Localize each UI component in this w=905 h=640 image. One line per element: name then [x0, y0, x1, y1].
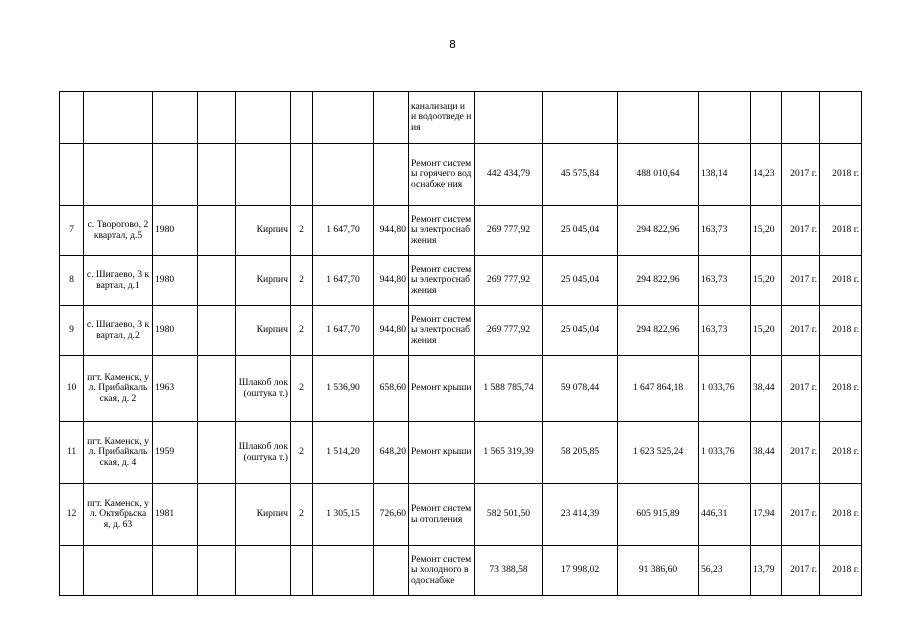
cell-floors [291, 144, 313, 206]
cell-floors: 2 [291, 422, 313, 484]
cell-year: 1981 [153, 484, 198, 546]
cell-cost: 1 565 319,39 [475, 422, 543, 484]
cell-c12: 163,73 [699, 256, 751, 306]
cell-c3 [198, 256, 236, 306]
cell-c3 [198, 356, 236, 422]
cell-no: 9 [60, 306, 84, 356]
cell-c3 [198, 306, 236, 356]
table-row [60, 546, 862, 596]
cell-cost: 269 777,92 [475, 256, 543, 306]
cell-end: 2018 г. [820, 546, 862, 596]
cell-c13: 13,79 [751, 546, 782, 596]
cell-work: Ремонт крыши [409, 422, 475, 484]
cell-area-living: 944,80 [374, 306, 409, 356]
page-number: 8 [449, 38, 456, 51]
cell-c12 [699, 92, 751, 144]
cell-c3 [198, 484, 236, 546]
cell-address: с. Творогово, 2 квартал, д.5 [84, 206, 153, 256]
cell-floors: 2 [291, 356, 313, 422]
cell-start: 2017 г. [782, 256, 820, 306]
cell-material: Кирпич [236, 206, 291, 256]
cell-area-living [374, 92, 409, 144]
cell-year: 1963 [153, 356, 198, 422]
cell-c10: 25 045,04 [543, 206, 618, 256]
cell-area-living: 648,20 [374, 422, 409, 484]
cell-area-living [374, 144, 409, 206]
cell-no [60, 144, 84, 206]
cell-c13: 15,20 [751, 206, 782, 256]
cell-c13: 38,44 [751, 422, 782, 484]
cell-area-living [374, 546, 409, 596]
cell-year [153, 92, 198, 144]
cell-no [60, 92, 84, 144]
cell-area-total [313, 546, 374, 596]
cell-material: Шлакоб лок (оштука т.) [236, 422, 291, 484]
cell-start: 2017 г. [782, 546, 820, 596]
cell-cost: 269 777,92 [475, 206, 543, 256]
cell-end [820, 92, 862, 144]
cell-address: пгт. Каменск, ул. Прибайкаль ская, д. 2 [84, 356, 153, 422]
cell-c10: 25 045,04 [543, 256, 618, 306]
cell-c11: 488 010,64 [618, 144, 699, 206]
cell-area-total: 1 647,70 [313, 206, 374, 256]
cell-c3 [198, 206, 236, 256]
cell-no [60, 546, 84, 596]
cell-address: пгт. Каменск, ул. Октябрьска я, д. 63 [84, 484, 153, 546]
cell-work: Ремонт системы отопления [409, 484, 475, 546]
cell-c11: 91 386,60 [618, 546, 699, 596]
cell-address [84, 92, 153, 144]
cell-cost: 442 434,79 [475, 144, 543, 206]
table-row [60, 256, 862, 306]
cell-start: 2017 г. [782, 206, 820, 256]
cell-c10: 58 205,85 [543, 422, 618, 484]
cell-start: 2017 г. [782, 356, 820, 422]
cell-end: 2018 г. [820, 306, 862, 356]
cell-c12: 138,14 [699, 144, 751, 206]
table-row [60, 422, 862, 484]
cell-end: 2018 г. [820, 144, 862, 206]
cell-no: 8 [60, 256, 84, 306]
cell-area-living: 944,80 [374, 206, 409, 256]
cell-material [236, 144, 291, 206]
cell-cost: 73 388,58 [475, 546, 543, 596]
cell-floors: 2 [291, 306, 313, 356]
cell-area-total [313, 92, 374, 144]
cell-c12: 163,73 [699, 206, 751, 256]
table-row [60, 206, 862, 256]
cell-address [84, 546, 153, 596]
cell-c10 [543, 92, 618, 144]
table-row [60, 306, 862, 356]
cell-c11: 605 915,89 [618, 484, 699, 546]
cell-address: пгт. Каменск, ул. Прибайкаль ская, д. 4 [84, 422, 153, 484]
cell-area-total: 1 514,20 [313, 422, 374, 484]
cell-c12: 163,73 [699, 306, 751, 356]
cell-no: 12 [60, 484, 84, 546]
cell-c10: 45 575,84 [543, 144, 618, 206]
cell-c12: 1 033,76 [699, 422, 751, 484]
cell-c3 [198, 546, 236, 596]
cell-c11 [618, 92, 699, 144]
table-row [60, 484, 862, 546]
cell-c11: 294 822,96 [618, 256, 699, 306]
cell-work: канализаци и и водоотведе ния [409, 92, 475, 144]
cell-c13: 15,20 [751, 256, 782, 306]
cell-material: Кирпич [236, 306, 291, 356]
cell-year: 1980 [153, 306, 198, 356]
cell-cost: 1 588 785,74 [475, 356, 543, 422]
cell-no: 10 [60, 356, 84, 422]
cell-c3 [198, 144, 236, 206]
cell-c11: 1 623 525,24 [618, 422, 699, 484]
cell-area-total: 1 536,90 [313, 356, 374, 422]
table-row [60, 144, 862, 206]
cell-year: 1980 [153, 206, 198, 256]
cell-area-living: 726,60 [374, 484, 409, 546]
cell-c13: 15,20 [751, 306, 782, 356]
cell-end: 2018 г. [820, 256, 862, 306]
cell-work: Ремонт крыши [409, 356, 475, 422]
cell-end: 2018 г. [820, 422, 862, 484]
cell-floors [291, 92, 313, 144]
cell-no: 11 [60, 422, 84, 484]
cell-floors [291, 546, 313, 596]
cell-floors: 2 [291, 256, 313, 306]
cell-area-total: 1 647,70 [313, 256, 374, 306]
cell-area-total: 1 647,70 [313, 306, 374, 356]
cell-work: Ремонт системы электроснаб жения [409, 306, 475, 356]
cell-material: Шлакоб лок (оштука т.) [236, 356, 291, 422]
cell-material [236, 546, 291, 596]
cell-area-living: 658,60 [374, 356, 409, 422]
cell-c10: 23 414,39 [543, 484, 618, 546]
cell-c12: 446,31 [699, 484, 751, 546]
cell-end: 2018 г. [820, 484, 862, 546]
cell-material: Кирпич [236, 484, 291, 546]
cell-start: 2017 г. [782, 144, 820, 206]
cell-cost [475, 92, 543, 144]
cell-start: 2017 г. [782, 422, 820, 484]
cell-c3 [198, 422, 236, 484]
cell-c13: 38,44 [751, 356, 782, 422]
cell-address: с. Шигаево, 3 квартал, д.2 [84, 306, 153, 356]
cell-year [153, 546, 198, 596]
cell-material [236, 92, 291, 144]
cell-c11: 294 822,96 [618, 306, 699, 356]
cell-area-living: 944,80 [374, 256, 409, 306]
cell-cost: 582 501,50 [475, 484, 543, 546]
cell-c13: 17,94 [751, 484, 782, 546]
cell-start: 2017 г. [782, 484, 820, 546]
cell-c13: 14,23 [751, 144, 782, 206]
repair-register-table [59, 91, 862, 596]
cell-c10: 17 998,02 [543, 546, 618, 596]
cell-work: Ремонт системы холодного водоснабже [409, 546, 475, 596]
cell-c11: 1 647 864,18 [618, 356, 699, 422]
cell-work: Ремонт системы электроснаб жения [409, 206, 475, 256]
cell-address: с. Шигаево, 3 квартал, д.1 [84, 256, 153, 306]
cell-start: 2017 г. [782, 306, 820, 356]
cell-c12: 56,23 [699, 546, 751, 596]
cell-material: Кирпич [236, 256, 291, 306]
cell-end: 2018 г. [820, 356, 862, 422]
cell-c10: 25 045,04 [543, 306, 618, 356]
cell-c3 [198, 92, 236, 144]
cell-c13 [751, 92, 782, 144]
cell-area-total: 1 305,15 [313, 484, 374, 546]
cell-c12: 1 033,76 [699, 356, 751, 422]
cell-start [782, 92, 820, 144]
cell-address [84, 144, 153, 206]
cell-year: 1959 [153, 422, 198, 484]
cell-end: 2018 г. [820, 206, 862, 256]
cell-work: Ремонт системы горячего водоснабже ния [409, 144, 475, 206]
cell-year: 1980 [153, 256, 198, 306]
cell-area-total [313, 144, 374, 206]
cell-floors: 2 [291, 206, 313, 256]
cell-work: Ремонт системы электроснаб жения [409, 256, 475, 306]
cell-year [153, 144, 198, 206]
cell-no: 7 [60, 206, 84, 256]
cell-cost: 269 777,92 [475, 306, 543, 356]
cell-c10: 59 078,44 [543, 356, 618, 422]
cell-c11: 294 822,96 [618, 206, 699, 256]
table-row [60, 356, 862, 422]
table-row [60, 92, 862, 144]
cell-floors: 2 [291, 484, 313, 546]
